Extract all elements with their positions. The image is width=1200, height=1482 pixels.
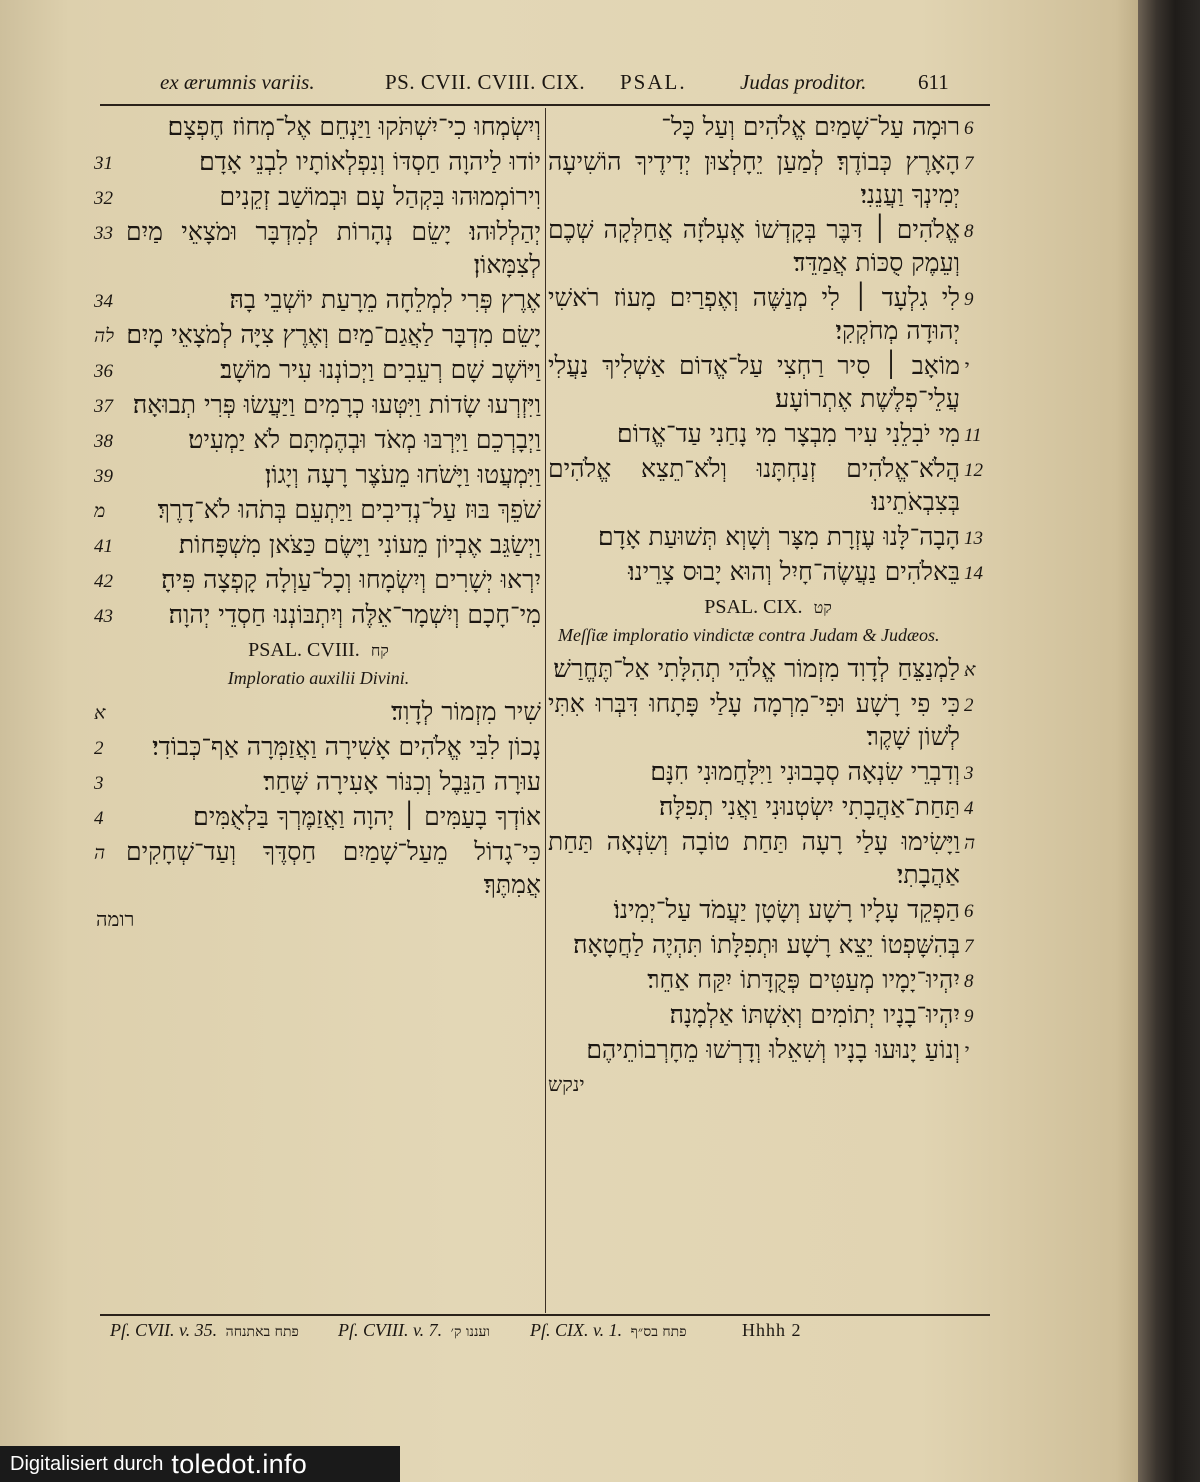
footnote-3-ref: Pſ. CIX. v. 1. (530, 1320, 623, 1340)
psalm-subtitle-cix: Meſſiæ imploratio vindictæ contra Judam & Judæos. (558, 625, 940, 645)
footnotes (110, 1320, 990, 1350)
verse (548, 1033, 969, 1066)
psalm-heading-cviii-hebrew: קח (370, 643, 389, 660)
verse (548, 893, 974, 926)
verse-number: לה (94, 326, 115, 347)
verse (548, 963, 974, 996)
verse (96, 215, 541, 281)
header-rule (100, 104, 990, 106)
verse (96, 493, 541, 526)
verse-number: 12 (964, 460, 983, 481)
psalm-subtitle-cviii: Imploratio auxilii Divini. (227, 668, 410, 688)
verse-text: מוֹאָב ׀ סִיר רַחְצִי עַל־אֱדוֹם אַשְׁלִיךְ נַעֲלִי עֲלֵי־פְלֶשֶׁת אֶתְרוֹעָע׃ (548, 351, 960, 413)
header-right: Judas proditor. (740, 70, 867, 94)
verse-text: יִהְיוּ־יָמָיו מְעַטִּים פְּקֻדָּתוֹ יִקַּח אַחֵר׃ (647, 965, 960, 994)
verse-number: 6 (964, 901, 974, 922)
verse (96, 353, 541, 386)
verse (96, 180, 541, 213)
verse-text: הַפְקֵד עָלָיו רָשָׁע וְשָׂטָן יַעֲמֹד עַל־יְמִינוֹ׃ (613, 895, 960, 924)
footnote-2-hebrew: ועננו ק׳ (450, 1324, 491, 1340)
verse-text: יוֹדוּ לַיהוָה חַסְדּוֹ וְנִפְלְאוֹתָיו לִבְנֵי אָדָם׃ (199, 147, 541, 176)
right-column (548, 110, 988, 1305)
verse-number: ה (94, 843, 106, 864)
verse (96, 695, 541, 728)
verse-number: 32 (94, 188, 113, 209)
header-center-psal: PSAL. (620, 70, 687, 94)
verse-text: שִׁיר מִזְמוֹר לְדָוִד׃ (391, 697, 541, 726)
verse-number: 37 (94, 396, 113, 417)
verse-text: יְהַלְלוּהוּ׃ יָשֵׂם נְהָרוֹת לְמִדְבָּר וּמֹצָאֵי מַיִם לְצִמָּאוֹן׃ (126, 217, 541, 279)
verse-text: וַיָּשִׂימוּ עָלַי רָעָה תַּחַת טוֹבָה וְשִׂנְאָה תַּחַת אַהֲבָתִי׃ (548, 827, 960, 889)
verse (96, 283, 541, 316)
psalm-heading-cix (548, 594, 988, 622)
verse (96, 598, 541, 631)
verse (548, 687, 974, 753)
footnote-1-ref: Pſ. CVII. v. 35. (110, 1320, 218, 1340)
verse-text: וְיִשְׂמְחוּ כִי־יִשְׁתֹּקוּ וַיַּנְחֵם אֶל־מְחוֹז חֶפְצָם׃ (167, 112, 541, 141)
book-binding-edge (1138, 0, 1200, 1482)
verse-number: 6 (964, 118, 974, 139)
verse-number: ה (964, 833, 976, 854)
verse-number: 43 (94, 606, 113, 627)
footnote-3 (530, 1320, 687, 1341)
verse-number: א (964, 660, 976, 681)
footnote-3-hebrew: פתח בס״ף (630, 1324, 687, 1340)
verse-text: וְנוֹעַ יָנוּעוּ בָנָיו וְשִׁאֵלוּ וְדָרְשׁוּ מֵחָרְבוֹתֵיהֶם׃ (586, 1035, 960, 1064)
verse-text: וִירוֹמְמוּהוּ בִּקְהַל עָם וּבְמוֹשַׁב זְקֵנִים (219, 182, 541, 211)
verse (548, 110, 974, 143)
verse-number: י (964, 1041, 969, 1062)
verse-text: הָבָה־לָּנוּ עֶזְרָת מִצָּר וְשָׁוְא תְּשׁוּעַת אָדָם׃ (597, 522, 960, 551)
psalm-heading-cix-text: PSAL. CIX. (704, 596, 803, 618)
verse (548, 281, 974, 347)
verse-text: וַיּוֹשֶׁב שָׁם רְעֵבִים וַיְכוֹנְנוּ עִיר מוֹשָׁב׃ (220, 355, 541, 384)
verse (548, 213, 974, 279)
verse-text: יָשֵׂם מִדְבָּר לַאֲגַם־מַיִם וְאֶרֶץ צִיָּה לְמֹצָאֵי מָיִם׃ (126, 320, 541, 349)
verse-number: 14 (964, 563, 983, 584)
verse (96, 835, 541, 901)
verse (548, 652, 976, 685)
verse-number: י (964, 357, 969, 378)
verse (548, 417, 982, 450)
verse-text: יִהְיוּ־בָנָיו יְתוֹמִים וְאִשְׁתּוֹ אַלְמָנָה׃ (669, 1000, 960, 1029)
verse-number: 7 (964, 936, 974, 957)
footer-rule (100, 1314, 990, 1316)
verse (548, 755, 974, 788)
banner-brand-link[interactable]: toledot.info (171, 1448, 308, 1479)
verse-number: 36 (94, 361, 113, 382)
verse (548, 555, 983, 588)
verse (96, 110, 541, 143)
verse (96, 388, 541, 421)
verse-text: יִרְאוּ יְשָׁרִים וְיִשְׂמָחוּ וְכָל־עַוְלָה קָפְצָה פִּיהָ׃ (161, 565, 541, 594)
verse-text: הָאָרֶץ כְּבוֹדֶךָ׃ לְמַעַן יֵחָלְצוּן יְדִידֶיךָ הוֹשִׁיעָה יְמִינְךָ וַעֲנֵנִי׃ (548, 147, 960, 209)
verse (96, 800, 541, 833)
psalm-heading-cviii (96, 637, 541, 665)
verse (548, 825, 976, 891)
verse-number: 2 (94, 738, 104, 759)
verse-number: 3 (964, 763, 974, 784)
psalm-heading-cix-hebrew: קט (813, 600, 832, 617)
verse (548, 145, 974, 211)
left-verses-a (96, 110, 541, 631)
verse-text: וְדִבְרֵי שִׂנְאָה סְבָבוּנִי וַיִּלָּחֲמוּנִי חִנָּם׃ (650, 757, 960, 786)
verse-number: 2 (964, 695, 974, 716)
verse-text: מִי־חָכָם וְיִשְׁמָר־אֵלֶּה וְיִתְבּוֹנְנוּ חַסְדֵי יְהוָה׃ (168, 600, 541, 629)
verse-text: אֱלֹהִים ׀ דִּבֶּר בְּקָדְשׁוֹ אֶעְלֹזָה אֲחַלְּקָה שְׁכֶם וְעֵמֶק סֻכּוֹת אֲמַדֵּד׃ (548, 215, 960, 277)
signature-mark: Hhhh 2 (742, 1320, 802, 1340)
verse (548, 790, 974, 823)
left-column (96, 110, 541, 1305)
verse (548, 452, 983, 518)
footnote-1-hebrew: פתח באתנחה (225, 1324, 299, 1340)
verse-text: רוּמָה עַל־שָׁמַיִם אֱלֹהִים וְעַל כָּל־ (661, 112, 960, 141)
verse-number: 13 (964, 528, 983, 549)
right-verses-b (548, 652, 988, 1101)
verse (96, 765, 541, 798)
page-number: 611 (918, 70, 949, 94)
running-header (160, 70, 970, 106)
verse-number: 34 (94, 291, 113, 312)
digitization-banner[interactable] (0, 1446, 400, 1482)
verse-number: מ (94, 501, 106, 522)
verse-number: 9 (964, 289, 974, 310)
header-center: PS. CVII. CVIII. CIX. (385, 70, 586, 94)
verse-number: 8 (964, 971, 974, 992)
header-left: ex ærumnis variis. (160, 70, 315, 94)
verse-number: 42 (94, 571, 113, 592)
verse-text: לַמְנַצֵּחַ לְדָוִד מִזְמוֹר אֱלֹהֵי תְהִלָּתִי אַל־תֶּחֱרַשׁ׃ (553, 654, 960, 683)
verse-number: 4 (94, 808, 104, 829)
verse (96, 145, 541, 178)
verse (96, 423, 541, 456)
psalm-heading-cviii-text: PSAL. CVIII. (248, 639, 360, 661)
verse-number: 11 (964, 425, 982, 446)
verse-text: וַיִּזְרְעוּ שָׂדוֹת וַיִּטְּעוּ כְרָמִים וַיַּעֲשׂוּ פְּרִי תְבוּאָה׃ (132, 390, 541, 419)
verse-text: וַיִּמְעֲטוּ וַיָּשֹׁחוּ מֵעֹצֶר רָעָה וְיָגוֹן׃ (264, 460, 541, 489)
column-divider (545, 108, 546, 1313)
footnote-2 (338, 1320, 490, 1341)
verse-text: בְּהִשָּׁפְטוֹ יֵצֵא רָשָׁע וּתְפִלָּתוֹ תִּהְיֶה לַחֲטָאָה׃ (573, 930, 960, 959)
verse (96, 318, 541, 351)
footnote-1 (110, 1320, 299, 1341)
banner-prefix: Digitalisiert durch (10, 1452, 164, 1475)
verse (548, 998, 974, 1031)
verse-text: נָכוֹן לִבִּי אֱלֹהִים אָשִׁירָה וַאֲזַמְּרָה אַף־כְּבוֹדִי׃ (152, 732, 541, 761)
verse-number: 7 (964, 153, 974, 174)
verse-text: כִּי פִי רָשָׁע וּפִי־מִרְמָה עָלַי פָּתָחוּ דִּבְּרוּ אִתִּי לְשׁוֹן שָׁקֶר׃ (548, 689, 960, 751)
verse-text: כִּי־גָדוֹל מֵעַל־שָׁמַיִם חַסְדֶּךָ וְעַד־שְׁחָקִים אֲמִתֶּךָ׃ (126, 837, 541, 899)
verse (96, 730, 541, 763)
verse-number: 3 (94, 773, 104, 794)
catchword: ינקש (548, 1072, 585, 1096)
verse-text: אֶרֶץ פְּרִי לִמְלֵחָה מֵרָעַת יוֹשְׁבֵי בָהּ׃ (229, 285, 541, 314)
verse-number: 8 (964, 221, 974, 242)
verse-number: א (94, 703, 106, 724)
verse-text: עוּרָה הַנֵּבֶל וְכִנּוֹר אָעִירָה שָּׁחַר׃ (263, 767, 541, 796)
verse-text: לִי גִלְעָד ׀ לִי מְנַשֶּׁה וְאֶפְרַיִם מָעוֹז רֹאשִׁי יְהוּדָה מְחֹקְקִי׃ (548, 283, 960, 345)
left-verses-b (96, 695, 541, 936)
verse-text: וַיְשַׂגֵּב אֶבְיוֹן מֵעוֹנִי וַיָּשֶׂם כַּצֹּאן מִשְׁפָּחוֹת׃ (178, 530, 541, 559)
verse-number: 39 (94, 466, 113, 487)
verse-text: אוֹדְךָ בָעַמִּים ׀ יְהוָה וַאֲזַמֶּרְךָ בַּלְאֻמִּים׃ (193, 802, 541, 831)
right-verses-a (548, 110, 988, 588)
verse-text: שֹׁפֵךְ בּוּז עַל־נְדִיבִים וַיַּתְעֵם בְּתֹהוּ לֹא־דָרֶךְ׃ (157, 495, 541, 524)
verse-number: 41 (94, 536, 113, 557)
verse (548, 349, 969, 415)
verse-number: 31 (94, 153, 113, 174)
verse-number: 9 (964, 1006, 974, 1027)
verse-text: מִי יֹבִלֵנִי עִיר מִבְצָר מִי נָחַנִי עַד־אֱדוֹם׃ (616, 419, 960, 448)
verse-number: 4 (964, 798, 974, 819)
verse (548, 928, 974, 961)
verse (96, 563, 541, 596)
verse-text: תַּחַת־אַהֲבָתִי יִשְׂטְנוּנִי וַאֲנִי תְפִלָּה׃ (658, 792, 960, 821)
verse (96, 528, 541, 561)
verse (548, 520, 983, 553)
verse-text: וַיְבָרְכֵם וַיִּרְבּוּ מְאֹד וּבְהֶמְתָּם לֹא יַמְעִיט׃ (188, 425, 541, 454)
verse-number: 38 (94, 431, 113, 452)
verse-text: בֵּאלֹהִים נַעֲשֶׂה־חָיִל וְהוּא יָבוּס צָרֵינוּ׃ (628, 557, 960, 586)
verse-text: הֲלֹא־אֱלֹהִים זְנַחְתָּנוּ וְלֹא־תֵצֵא אֱלֹהִים בְּצִבְאֹתֵינוּ׃ (548, 454, 960, 516)
catchword: רומה (96, 907, 135, 931)
footnote-2-ref: Pſ. CVIII. v. 7. (338, 1320, 443, 1340)
verse (96, 458, 541, 491)
verse-number: 33 (94, 223, 113, 244)
